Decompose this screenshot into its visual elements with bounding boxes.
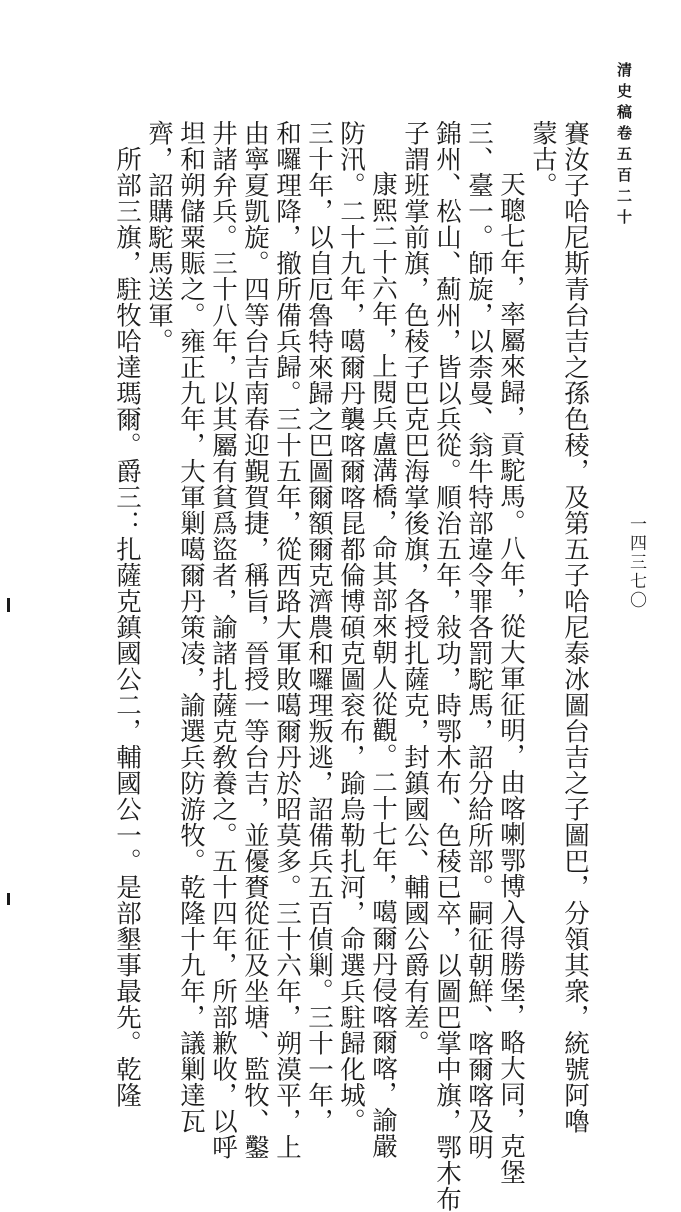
body-text (111, 120, 591, 1212)
text-column: 坦和朔儲粟賑之。雍正九年，大軍剿噶爾丹策凌，諭選兵防游牧。乾隆十九年，議剿達瓦 (176, 120, 206, 1134)
text-column: 天聰七年，率屬來歸，貢駝馬。八年，從大軍征明，由喀喇鄂博入得勝堡，略大同，克堡 (496, 171, 526, 1185)
text-column: 子謂班掌前旗，色稜子巴克巴海掌後旗，各授扎薩克，封鎮國公、輔國公爵有差。 (400, 120, 430, 1056)
text-column: 蒙古。 (528, 120, 558, 198)
text-column: 三十年，以自厄魯特來歸之巴圖爾額爾克濟農和囉理叛逃，詔備兵五百偵剿。三十一年， (304, 120, 334, 1134)
text-column: 錦州、松山、薊州，皆以兵從。順治五年，敍功，時鄂木布、色稜已卒，以圖巴掌中旗，鄂木布 (432, 120, 462, 1212)
text-column: 和囉理降，撤所備兵歸。三十五年，從西路大軍敗噶爾丹於昭莫多。三十六年，朔漠平，上 (272, 120, 302, 1160)
scan-margin-mark (7, 893, 10, 905)
text-column: 賽汝子哈尼斯青台吉之孫色稜，及第五子哈尼泰冰圖台吉之子圖巴，分領其衆，統號阿嚕 (560, 120, 590, 1134)
text-column: 齊，詔購駝馬送軍。 (144, 120, 174, 354)
scan-margin-mark (7, 598, 10, 612)
text-column: 所部三旗，駐牧哈達瑪爾。爵三：扎薩克鎮國公二，輔國公一。是部墾事最先。乾隆 (112, 145, 142, 1108)
text-column: 由寧夏凱旋。四等台吉南春迎覲賀捷，稱旨，晉授一等台吉，並優賚從征及坐塘、監牧、鑿 (240, 120, 270, 1160)
running-header-title: 清史稿卷五百二十 (615, 62, 633, 230)
page-number: 一四三七〇 (626, 515, 646, 610)
text-column: 康熙二十六年，上閱兵盧溝橋，命其部來朝人從觀。二十七年，噶爾丹侵喀爾喀，諭嚴 (368, 171, 398, 1159)
text-column: 井諸弁兵。三十八年，以其屬有貧爲盜者，諭諸扎薩克敎養之。五十四年，所部歉收，以呼 (208, 120, 238, 1160)
text-column: 三、臺一。師旋，以柰曼、翁牛特部違令罪各罰駝馬，詔分給所部。嗣征朝鮮、喀爾喀及明 (464, 120, 494, 1160)
text-column: 防汛。二十九年，噶爾丹襲喀爾喀昆都倫博碩克圖衮布，踰烏勒扎河，命選兵駐歸化城。 (336, 120, 366, 1134)
